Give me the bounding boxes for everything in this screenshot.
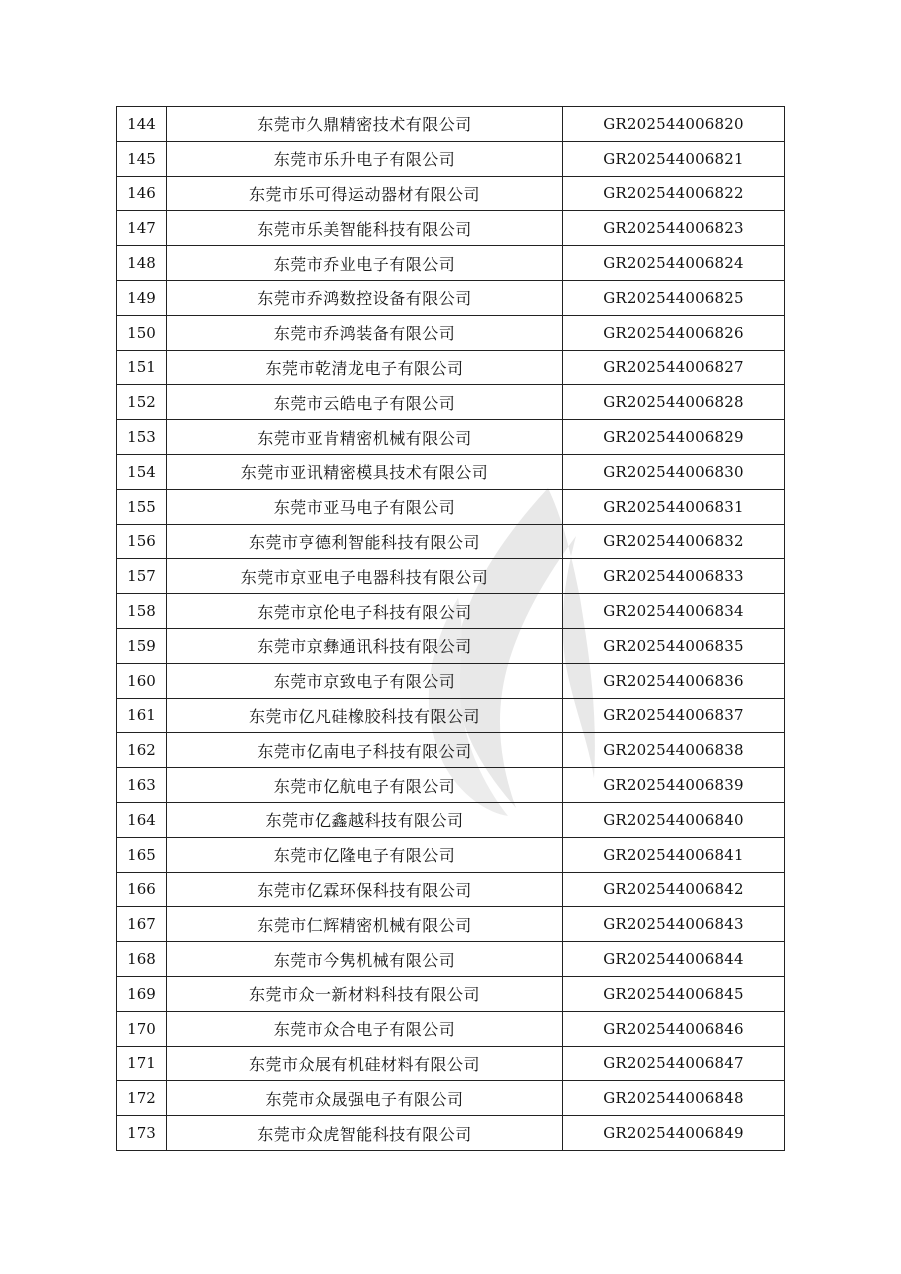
company-name: 东莞市乐升电子有限公司 (167, 141, 563, 176)
table-row (117, 315, 785, 350)
row-number: 159 (117, 628, 167, 663)
certificate-number: GR202544006833 (563, 559, 785, 594)
table-row (117, 1011, 785, 1046)
certificate-number: GR202544006832 (563, 524, 785, 559)
table-row (117, 976, 785, 1011)
company-list-table (116, 106, 785, 1151)
table-row (117, 489, 785, 524)
certificate-number: GR202544006842 (563, 872, 785, 907)
company-name: 东莞市仁辉精密机械有限公司 (167, 907, 563, 942)
table-row (117, 628, 785, 663)
row-number: 147 (117, 211, 167, 246)
certificate-number: GR202544006847 (563, 1046, 785, 1081)
row-number: 145 (117, 141, 167, 176)
certificate-number: GR202544006841 (563, 837, 785, 872)
table-row (117, 663, 785, 698)
company-name: 东莞市京彝通讯科技有限公司 (167, 628, 563, 663)
table-row (117, 454, 785, 489)
company-name: 东莞市乾清龙电子有限公司 (167, 350, 563, 385)
row-number: 146 (117, 176, 167, 211)
company-name: 东莞市乐美智能科技有限公司 (167, 211, 563, 246)
company-name: 东莞市亿鑫越科技有限公司 (167, 802, 563, 837)
row-number: 172 (117, 1081, 167, 1116)
table-row (117, 350, 785, 385)
company-name: 东莞市众虎智能科技有限公司 (167, 1116, 563, 1151)
table-row (117, 176, 785, 211)
table-row (117, 1046, 785, 1081)
certificate-number: GR202544006825 (563, 280, 785, 315)
company-name: 东莞市众合电子有限公司 (167, 1011, 563, 1046)
row-number: 162 (117, 733, 167, 768)
table-row (117, 141, 785, 176)
certificate-number: GR202544006829 (563, 420, 785, 455)
row-number: 161 (117, 698, 167, 733)
table-row (117, 837, 785, 872)
company-name: 东莞市亨德利智能科技有限公司 (167, 524, 563, 559)
company-name: 东莞市亿隆电子有限公司 (167, 837, 563, 872)
table-row (117, 942, 785, 977)
certificate-number: GR202544006836 (563, 663, 785, 698)
row-number: 170 (117, 1011, 167, 1046)
certificate-number: GR202544006845 (563, 976, 785, 1011)
certificate-number: GR202544006822 (563, 176, 785, 211)
certificate-number: GR202544006831 (563, 489, 785, 524)
certificate-number: GR202544006848 (563, 1081, 785, 1116)
certificate-number: GR202544006843 (563, 907, 785, 942)
company-name: 东莞市亚肯精密机械有限公司 (167, 420, 563, 455)
row-number: 144 (117, 107, 167, 142)
company-name: 东莞市亚讯精密模具技术有限公司 (167, 454, 563, 489)
row-number: 171 (117, 1046, 167, 1081)
certificate-number: GR202544006824 (563, 246, 785, 281)
company-name: 东莞市众一新材料科技有限公司 (167, 976, 563, 1011)
company-name: 东莞市亿航电子有限公司 (167, 768, 563, 803)
company-name: 东莞市京致电子有限公司 (167, 663, 563, 698)
certificate-number: GR202544006827 (563, 350, 785, 385)
certificate-number: GR202544006823 (563, 211, 785, 246)
table-row (117, 802, 785, 837)
company-name: 东莞市久鼎精密技术有限公司 (167, 107, 563, 142)
company-name: 东莞市京亚电子电器科技有限公司 (167, 559, 563, 594)
row-number: 149 (117, 280, 167, 315)
company-name: 东莞市众晟强电子有限公司 (167, 1081, 563, 1116)
row-number: 155 (117, 489, 167, 524)
row-number: 153 (117, 420, 167, 455)
table-row (117, 1081, 785, 1116)
table-row (117, 698, 785, 733)
company-name: 东莞市亿霖环保科技有限公司 (167, 872, 563, 907)
company-name: 东莞市乔业电子有限公司 (167, 246, 563, 281)
table-row (117, 733, 785, 768)
row-number: 173 (117, 1116, 167, 1151)
certificate-number: GR202544006820 (563, 107, 785, 142)
company-name: 东莞市众展有机硅材料有限公司 (167, 1046, 563, 1081)
row-number: 167 (117, 907, 167, 942)
row-number: 151 (117, 350, 167, 385)
certificate-number: GR202544006826 (563, 315, 785, 350)
row-number: 150 (117, 315, 167, 350)
company-name: 东莞市乔鸿数控设备有限公司 (167, 280, 563, 315)
table-row (117, 559, 785, 594)
table-row (117, 280, 785, 315)
certificate-number: GR202544006821 (563, 141, 785, 176)
company-name: 东莞市乐可得运动器材有限公司 (167, 176, 563, 211)
table-row (117, 211, 785, 246)
row-number: 156 (117, 524, 167, 559)
row-number: 165 (117, 837, 167, 872)
table-row (117, 420, 785, 455)
table-row (117, 385, 785, 420)
row-number: 157 (117, 559, 167, 594)
company-name: 东莞市今隽机械有限公司 (167, 942, 563, 977)
row-number: 166 (117, 872, 167, 907)
row-number: 163 (117, 768, 167, 803)
certificate-number: GR202544006844 (563, 942, 785, 977)
certificate-number: GR202544006835 (563, 628, 785, 663)
table-row (117, 768, 785, 803)
certificate-number: GR202544006849 (563, 1116, 785, 1151)
row-number: 154 (117, 454, 167, 489)
row-number: 152 (117, 385, 167, 420)
company-name: 东莞市亿南电子科技有限公司 (167, 733, 563, 768)
table-body (117, 107, 785, 1151)
certificate-number: GR202544006840 (563, 802, 785, 837)
row-number: 169 (117, 976, 167, 1011)
certificate-number: GR202544006837 (563, 698, 785, 733)
certificate-number: GR202544006846 (563, 1011, 785, 1046)
table-row (117, 907, 785, 942)
row-number: 158 (117, 594, 167, 629)
company-name: 东莞市京伦电子科技有限公司 (167, 594, 563, 629)
row-number: 148 (117, 246, 167, 281)
certificate-number: GR202544006839 (563, 768, 785, 803)
table-row (117, 594, 785, 629)
row-number: 164 (117, 802, 167, 837)
company-name: 东莞市乔鸿装备有限公司 (167, 315, 563, 350)
table-row (117, 107, 785, 142)
table-row (117, 872, 785, 907)
certificate-number: GR202544006828 (563, 385, 785, 420)
certificate-number: GR202544006838 (563, 733, 785, 768)
table-row (117, 1116, 785, 1151)
company-name: 东莞市亚马电子有限公司 (167, 489, 563, 524)
company-name: 东莞市亿凡硅橡胶科技有限公司 (167, 698, 563, 733)
certificate-number: GR202544006830 (563, 454, 785, 489)
row-number: 168 (117, 942, 167, 977)
certificate-number: GR202544006834 (563, 594, 785, 629)
company-name: 东莞市云皓电子有限公司 (167, 385, 563, 420)
table-row (117, 246, 785, 281)
row-number: 160 (117, 663, 167, 698)
table-row (117, 524, 785, 559)
